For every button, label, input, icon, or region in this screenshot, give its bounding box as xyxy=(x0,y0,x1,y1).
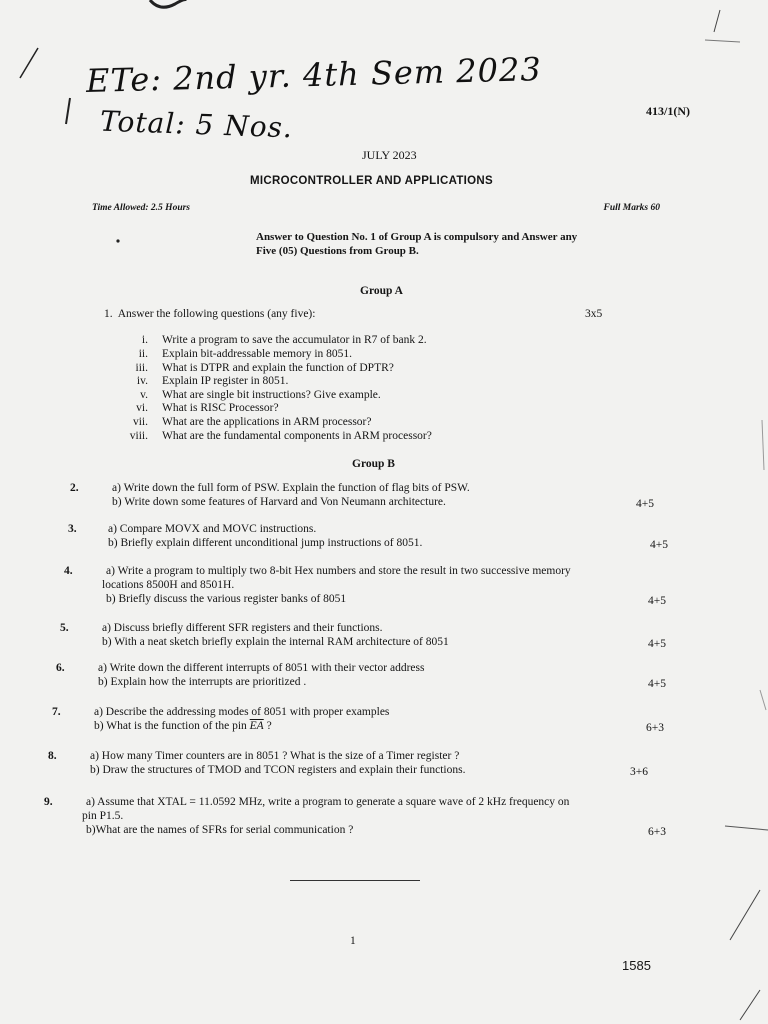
part-text: Explain IP register in 8051. xyxy=(162,375,289,387)
pen-stroke xyxy=(714,10,720,32)
question-part-b: b) Draw the structures of TMOD and TCON registers and explain their functions. xyxy=(90,764,466,776)
reference-number: 1585 xyxy=(622,958,651,973)
question-number: 6. xyxy=(56,662,65,674)
question-1-part xyxy=(100,375,288,387)
part-text: What is DTPR and explain the function of DPTR? xyxy=(162,362,394,374)
margin-mark xyxy=(725,826,768,830)
question-part-b: b)What are the names of SFRs for serial communication ? xyxy=(86,824,354,836)
pen-stroke xyxy=(705,40,740,42)
question-1-part xyxy=(100,430,432,442)
instructions: Answer to Question No. 1 of Group A is compulsory and Answer any Five (05) Questions from Group B. xyxy=(256,231,578,257)
question-marks: 6+3 xyxy=(648,826,666,838)
part-text: What are the applications in ARM processor? xyxy=(162,416,372,428)
question-part-a: a) How many Timer counters are in 8051 ? What is the size of a Timer register ? xyxy=(90,750,460,762)
question-marks: 4+5 xyxy=(648,595,666,607)
question-number: 5. xyxy=(60,622,69,634)
margin-mark xyxy=(740,990,760,1020)
question-part-a: a) Write a program to multiply two 8-bit Hex numbers and store the result in two successive memory xyxy=(106,565,571,577)
question-part-a: a) Assume that XTAL = 11.0592 MHz, write a program to generate a square wave of 2 kHz frequency on xyxy=(86,796,570,808)
part-b-text: ? xyxy=(263,720,272,732)
question-number: 3. xyxy=(68,523,77,535)
question-marks: 4+5 xyxy=(650,539,668,551)
dot-mark xyxy=(116,239,119,242)
part-text: Write a program to save the accumulator in R7 of bank 2. xyxy=(162,334,427,346)
part-number: vi. xyxy=(136,402,148,414)
question-part-b: b) With a neat sketch briefly explain the internal RAM architecture of 8051 xyxy=(102,636,449,648)
part-number: iv. xyxy=(136,375,148,387)
question-part-b: b) Briefly discuss the various register banks of 8051 xyxy=(106,593,347,605)
question-marks: 3x5 xyxy=(585,308,603,320)
page-number: 1 xyxy=(350,935,356,947)
pen-stroke xyxy=(66,98,70,124)
question-1-part xyxy=(100,402,279,414)
question-part-a-continued: pin P1.5. xyxy=(82,810,124,822)
part-text: What are the fundamental components in ARM processor? xyxy=(162,430,432,442)
part-text: Explain bit-addressable memory in 8051. xyxy=(162,348,353,360)
question-number: 1. xyxy=(104,308,113,320)
question-1-part xyxy=(100,362,394,374)
margin-mark xyxy=(760,690,766,710)
question-part-b: b) Explain how the interrupts are prioritized . xyxy=(98,676,307,688)
question-marks: 4+5 xyxy=(648,678,666,690)
question-marks: 3+6 xyxy=(630,766,648,778)
margin-mark xyxy=(730,890,760,940)
part-number: viii. xyxy=(129,430,148,442)
pin-name: $\overline{EA}$ xyxy=(249,720,264,732)
question-1-part xyxy=(100,348,352,360)
part-text: What is RISC Processor? xyxy=(162,402,279,414)
question-part-b: b) Write down some features of Harvard and Von Neumann architecture. xyxy=(112,496,446,508)
question-number: 4. xyxy=(64,565,73,577)
handwritten-note-line1: ETe: 2nd yr. 4th Sem 2023 xyxy=(85,50,543,100)
question-number: 8. xyxy=(48,750,57,762)
exam-date: JULY 2023 xyxy=(362,148,417,162)
part-number: ii. xyxy=(138,348,148,360)
subject-title: MICROCONTROLLER AND APPLICATIONS xyxy=(250,175,493,187)
end-divider xyxy=(290,880,420,881)
question-marks: 6+3 xyxy=(646,722,664,734)
part-b-text: b) What is the function of the pin xyxy=(94,720,250,732)
margin-mark xyxy=(762,420,764,470)
full-marks: Full Marks 60 xyxy=(603,203,660,213)
question-1-part xyxy=(100,389,381,401)
question-marks: 4+5 xyxy=(636,498,654,510)
question-part-a: a) Write down the full form of PSW. Explain the function of flag bits of PSW. xyxy=(112,482,470,494)
question-text: Answer the following questions (any five): xyxy=(117,308,316,320)
question-part-a: a) Compare MOVX and MOVC instructions. xyxy=(108,523,317,535)
question-1-part xyxy=(100,334,427,346)
part-number: v. xyxy=(140,389,148,401)
question-number: 9. xyxy=(44,796,53,808)
question-part-a-continued: locations 8500H and 8501H. xyxy=(102,579,235,591)
question-part-b: b) Briefly explain different unconditional jump instructions of 8051. xyxy=(108,537,423,549)
pen-stroke xyxy=(20,48,38,78)
part-number: i. xyxy=(141,334,148,346)
handwritten-note-line2: Total: 5 Nos. xyxy=(99,104,294,145)
group-a-heading: Group A xyxy=(360,285,403,297)
question-marks: 4+5 xyxy=(648,638,666,650)
paper-code: 413/1(N) xyxy=(646,104,690,118)
group-b-heading: Group B xyxy=(352,458,395,470)
question-1 xyxy=(104,308,315,320)
part-number: vii. xyxy=(132,416,148,428)
time-allowed: Time Allowed: 2.5 Hours xyxy=(92,203,190,213)
letterhead-fragment xyxy=(150,0,187,7)
part-text: What are single bit instructions? Give example. xyxy=(162,389,381,401)
question-part-a: a) Write down the different interrupts of 8051 with their vector address xyxy=(98,662,425,674)
question-number: 7. xyxy=(52,706,61,718)
question-part-b xyxy=(94,720,272,732)
question-part-a: a) Discuss briefly different SFR registers and their functions. xyxy=(102,622,383,634)
part-number: iii. xyxy=(135,362,148,374)
question-number: 2. xyxy=(70,482,79,494)
question-part-a: a) Describe the addressing modes of 8051 with proper examples xyxy=(94,706,390,718)
question-1-part xyxy=(100,416,372,428)
